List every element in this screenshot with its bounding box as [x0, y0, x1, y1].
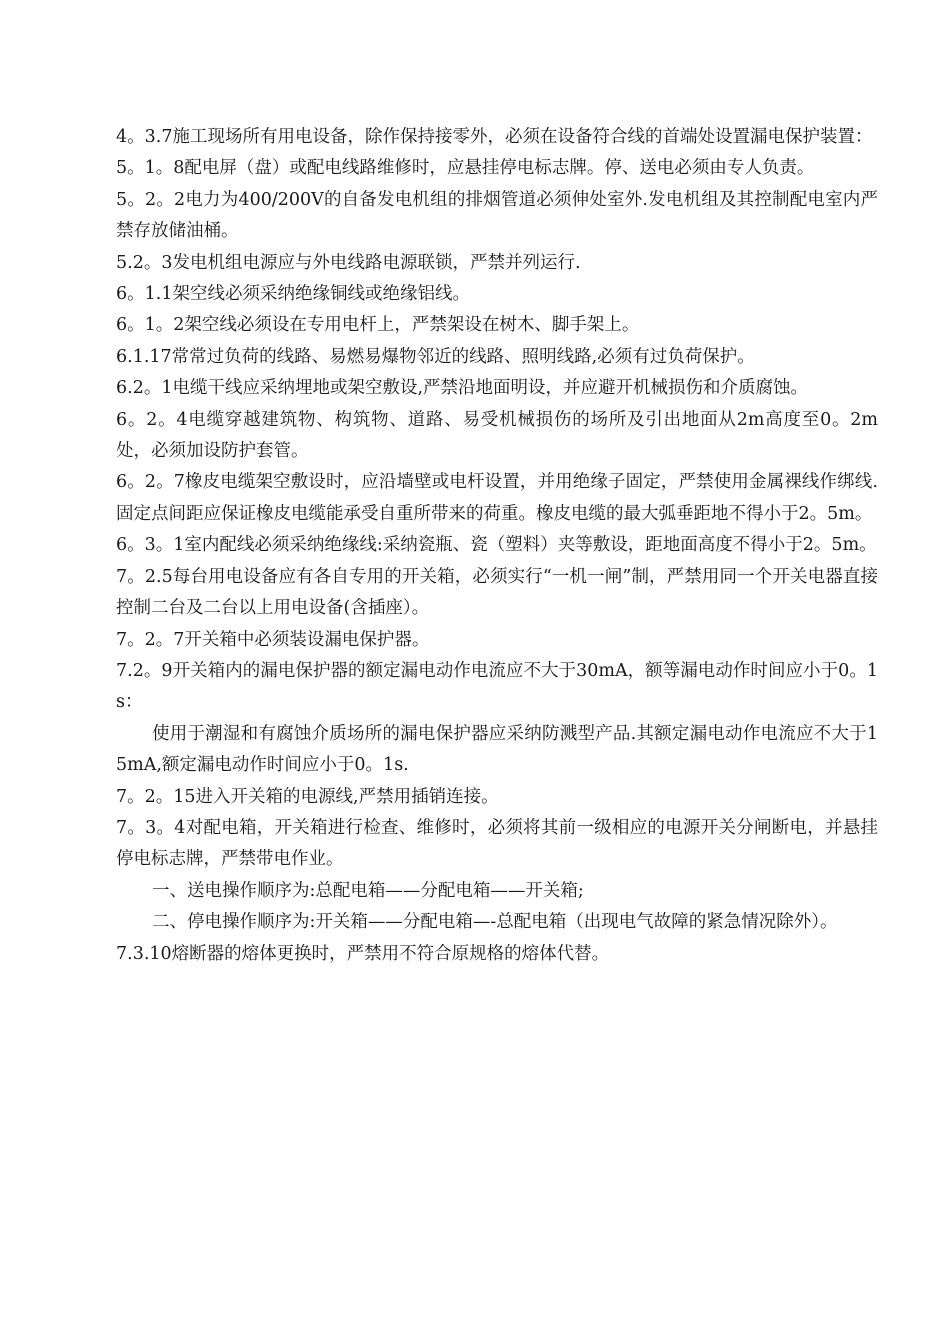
paragraph: 7.2。9开关箱内的漏电保护器的额定漏电动作电流应不大于30mA，额等漏电动作时间应小于0。1s： [116, 660, 878, 713]
document-body [116, 122, 878, 970]
paragraph: 6。1.1架空线必须采纳绝缘铜线或绝缘铝线。 [116, 284, 470, 305]
paragraph: 7.3.10熔断器的熔体更换时，严禁用不符合原规格的熔体代替。 [116, 943, 610, 964]
paragraph: 5。1。8配电屏（盘）或配电线路维修时，应悬挂停电标志牌。停、送电必须由专人负责。 [116, 158, 815, 179]
paragraph: 5。2。2电力为400/200V的自备发电机组的排烟管道必须伸处室外.发电机组及其控制配电室内严禁存放储油桶。 [116, 189, 878, 242]
paragraph: 4。3.7施工现场所有用电设备，除作保持接零外，必须在设备符合线的首端处设置漏电保护装置： [116, 127, 873, 147]
paragraph: 6.2。1电缆干线应采纳埋地或架空敷设,严禁沿地面明设，并应避开机械损伤和介质腐蚀。 [116, 378, 809, 399]
paragraph: 使用于潮湿和有腐蚀介质场所的漏电保护器应采纳防溅型产品.其额定漏电动作电流应不大于15mA,额定漏电动作时间应小于0。1s. [116, 723, 878, 776]
paragraph: 6。2。7橡皮电缆架空敷设时，应沿墙壁或电杆设置，并用绝缘子固定，严禁使用金属裸线作绑线.固定点间距应保证橡皮电缆能承受自重所带来的荷重。橡皮电缆的最大弧垂距地不得小于2。5m。 [116, 472, 878, 524]
paragraph: 5.2。3发电机组电源应与外电线路电源联锁，严禁并列运行. [116, 252, 581, 273]
paragraph: 6。3。1室内配线必须采纳绝缘线:采纳瓷瓶、瓷（塑料）夹等敷设，距地面高度不得小于2。5m。 [116, 535, 877, 556]
paragraph: 6.1.17常常过负荷的线路、易燃易爆物邻近的线路、照明线路,必须有过负荷保护。 [116, 346, 755, 367]
paragraph: 6。2。4电缆穿越建筑物、构筑物、道路、易受机械损伤的场所及引出地面从2m高度至0。2m处，必须加设防护套管。 [116, 409, 878, 462]
paragraph: 7。2。15进入开关箱的电源线,严禁用插销连接。 [116, 786, 499, 807]
paragraph: 7。2。7开关箱中必须装设漏电保护器。 [116, 629, 430, 650]
paragraph: 一、送电操作顺序为:总配电箱——分配电箱——开关箱; [152, 880, 584, 901]
paragraph: 7。2.5每台用电设备应有各自专用的开关箱，必须实行“一机一闸”制，严禁用同一个开关电器直接控制二台及二台以上用电设备(含插座）。 [116, 566, 878, 619]
paragraph: 7。3。4对配电箱，开关箱进行检查、维修时，必须将其前一级相应的电源开关分闸断电，并悬挂停电标志牌，严禁带电作业。 [116, 817, 878, 870]
paragraph: 6。1。2架空线必须设在专用电杆上，严禁架设在树木、脚手架上。 [116, 315, 640, 336]
paragraph: 二、停电操作顺序为:开关箱——分配电箱—-总配电箱（出现电气故障的紧急情况除外）。 [152, 912, 838, 933]
